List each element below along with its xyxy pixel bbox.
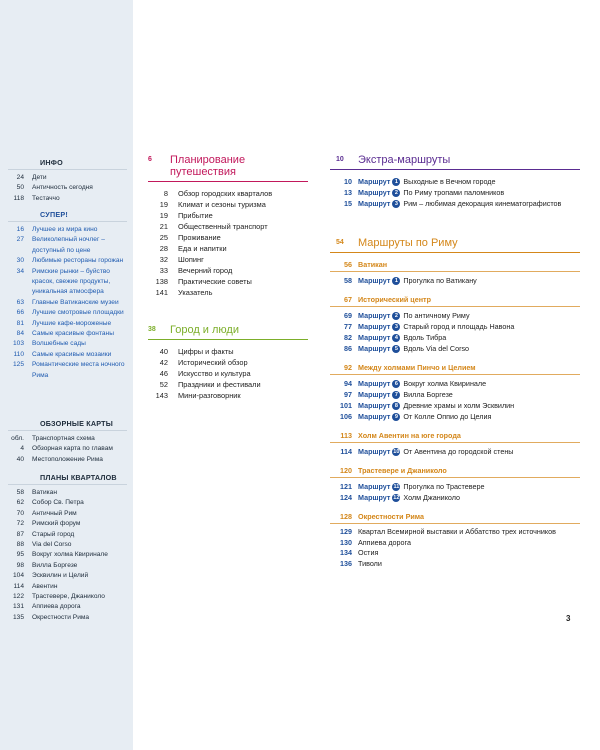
entry-title: Остия (358, 548, 379, 558)
entry-page-number: 95 (16, 551, 24, 559)
entry-title: Аппиева дорога (32, 603, 81, 611)
entry-title: Вокруг холма Квиринале (403, 379, 487, 389)
sidebar-entry (0, 319, 133, 329)
entry-title: Старый город (32, 530, 75, 538)
entry-page-number: 121 (340, 482, 352, 492)
entry-page-number: 28 (159, 244, 168, 254)
route-label: Маршрут (358, 199, 391, 209)
entry-title: Вилла Боргезе (403, 390, 453, 400)
group-title: Трастевере и Джаниколо (358, 466, 447, 476)
entry-page-number: 141 (155, 288, 168, 298)
entry-title: Вокруг холма Квиринале (32, 551, 108, 559)
entry-title: Рим – любимая декорация кинематографистов (403, 199, 562, 209)
section-divider (330, 252, 580, 253)
entry-page-number: 46 (159, 369, 168, 379)
route-entry (330, 378, 580, 389)
entry-page-number: 42 (159, 358, 168, 368)
route-entry (330, 400, 580, 411)
group-title: Исторический центр (358, 295, 431, 305)
sidebar-entry (0, 571, 133, 581)
entry-page-number: обл. (11, 435, 24, 442)
entry-title: Главные Ватиканские музеи (32, 298, 119, 306)
entry-page-number: 77 (344, 322, 352, 332)
entry-title: Римский форум (32, 520, 81, 528)
group-divider (330, 523, 580, 524)
route-number-badge: 7 (392, 391, 400, 399)
section-title: Город и люди (170, 324, 239, 336)
entry-page-number: 32 (159, 255, 168, 265)
route-number-badge: 2 (392, 312, 400, 320)
toc-entry (148, 346, 308, 357)
sidebar-entry (0, 540, 133, 550)
toc-entry (148, 368, 308, 379)
entry-page-number: 136 (340, 558, 352, 568)
toc-entry (148, 390, 308, 401)
sidebar-entry (0, 339, 133, 349)
entry-title: Практические советы (178, 277, 252, 287)
route-number-badge: 10 (393, 448, 400, 455)
entry-title: Самые красивые мозаики (32, 350, 112, 358)
entry-page-number: 114 (340, 447, 352, 457)
entry-title: Лучшее из мира кино (32, 226, 98, 233)
entry-page-number: 84 (16, 330, 24, 338)
section-page-number: 10 (336, 156, 344, 163)
entry-title: Еда и напитки (178, 244, 227, 254)
toc-entry (148, 232, 308, 243)
entry-page-number: 94 (344, 379, 352, 389)
entry-title: Ватикан (32, 489, 57, 496)
entry-title: Лучшие смотровые площадки (32, 309, 124, 317)
entry-page-number: 88 (16, 541, 24, 549)
entry-page-number: 87 (16, 530, 24, 538)
route-number-badge: 12 (393, 494, 400, 501)
entry-page-number: 19 (159, 211, 168, 221)
route-number-badge: 6 (392, 380, 400, 388)
group-divider (330, 306, 580, 307)
entry-title: Выходные в Вечном городе (403, 177, 496, 187)
entry-title: Волшебные сады (32, 340, 86, 348)
entry-title: Авентин (32, 582, 58, 590)
entry-title: Вилла Боргезе (32, 561, 78, 569)
page-number: 3 (566, 614, 571, 623)
route-number-badge: 3 (392, 323, 400, 331)
sidebar-entry (0, 225, 133, 235)
entry-page-number: 13 (344, 188, 352, 198)
extra-routes-section (330, 154, 580, 209)
sidebar-info-section (0, 156, 133, 204)
group-divider (330, 442, 580, 443)
entry-page-number: 50 (16, 184, 24, 192)
entry-title: Трастевере, Джаниколо (32, 593, 105, 601)
entry-page-number: 124 (340, 493, 352, 503)
route-entry (330, 389, 580, 400)
sidebar-entry (0, 256, 133, 266)
section-divider (148, 181, 308, 182)
entry-title: Вдоль Via del Corso (403, 344, 470, 354)
route-entry (330, 198, 580, 209)
sidebar-entry (0, 360, 133, 381)
sidebar-entry (0, 509, 133, 519)
entry-title: По Риму тропами паломников (403, 188, 505, 198)
city-section (148, 324, 308, 401)
group-page-number: 67 (344, 295, 352, 305)
entry-page-number: 125 (12, 361, 24, 369)
entry-title: Обзор городских кварталов (178, 189, 273, 199)
sidebar-entry (0, 455, 133, 465)
group-divider (330, 477, 580, 478)
group-page-number: 113 (340, 431, 352, 441)
entry-title: Прогулка по Ватикану (403, 276, 477, 286)
group-page-number: 120 (340, 466, 352, 476)
route-entry (330, 481, 580, 492)
entry-title: Окрестности Рима (32, 613, 90, 621)
group-divider (330, 374, 580, 375)
entry-title: Античный Рим (32, 509, 77, 517)
section-title: Маршруты по Риму (358, 237, 458, 249)
entry-page-number: 106 (340, 412, 352, 422)
sidebar-entry (0, 235, 133, 256)
entry-page-number: 69 (344, 311, 352, 321)
entry-title: Великолепный ночлег – доступный по цене (32, 236, 105, 254)
group-header (330, 430, 580, 441)
route-number-badge: 5 (392, 345, 400, 353)
sidebar-entry (0, 592, 133, 602)
sidebar-entry (0, 444, 133, 454)
entry-page-number: 62 (16, 499, 24, 507)
entry-title: От Авентина до городской стены (403, 447, 514, 457)
entry-page-number: 16 (16, 226, 24, 233)
sidebar-entry (0, 582, 133, 592)
toc-entry (148, 188, 308, 199)
entry-page-number: 118 (13, 194, 24, 202)
entry-title: Романтические места ночного Рима (32, 361, 125, 379)
toc-entry (148, 265, 308, 276)
entry-title: Цифры и факты (178, 347, 234, 357)
toc-entry (330, 538, 580, 549)
entry-page-number: 70 (16, 509, 24, 517)
route-number-badge: 11 (393, 483, 400, 490)
entry-title: Климат и сезоны туризма (178, 200, 266, 210)
sidebar-plans-section (0, 471, 133, 623)
section-page-number: 54 (336, 239, 344, 246)
entry-title: Древние храмы и холм Эсквилин (403, 401, 515, 411)
sidebar-section-title: ОБЗОРНЫЕ КАРТЫ (40, 419, 113, 428)
route-group (330, 294, 580, 354)
entry-page-number: 40 (159, 347, 168, 357)
entry-title: Общественный транспорт (178, 222, 268, 232)
toc-entry (148, 287, 308, 298)
entry-title: От Колле Оппио до Целия (403, 412, 492, 422)
entry-page-number: 82 (344, 333, 352, 343)
entry-title: Указатель (178, 288, 213, 298)
route-number-badge: 4 (392, 334, 400, 342)
entry-page-number: 104 (12, 572, 24, 580)
sidebar-super-section (0, 208, 133, 381)
sidebar-entry (0, 434, 133, 444)
route-number-badge: 2 (392, 189, 400, 197)
route-number-badge: 3 (392, 200, 400, 208)
entry-page-number: 15 (344, 199, 352, 209)
toc-entry (148, 199, 308, 210)
route-entry (330, 187, 580, 198)
sidebar-entry (0, 613, 133, 623)
entry-title: Аппиева дорога (358, 537, 411, 547)
sidebar-entry (0, 488, 133, 498)
group-title: Ватикан (358, 260, 388, 270)
sidebar-section-title: ПЛАНЫ КВАРТАЛОВ (40, 473, 117, 482)
section-divider (148, 339, 308, 340)
sidebar-entry (0, 308, 133, 318)
sidebar-entry (0, 350, 133, 360)
sidebar-entry (0, 550, 133, 560)
entry-page-number: 10 (344, 177, 352, 187)
entry-page-number: 40 (16, 455, 24, 463)
group-header (330, 294, 580, 305)
entry-page-number: 81 (16, 319, 24, 327)
entry-page-number: 129 (340, 527, 352, 537)
route-number-badge: 8 (392, 402, 400, 410)
section-title: Планирование (170, 154, 246, 166)
entry-title: Тиволи (358, 558, 382, 568)
route-label: Маршрут (358, 344, 391, 354)
entry-page-number: 130 (340, 537, 352, 547)
entry-page-number: 101 (340, 401, 352, 411)
entry-page-number: 143 (155, 391, 168, 401)
sidebar-maps-section (0, 417, 133, 465)
entry-page-number: 58 (16, 489, 24, 496)
toc-entry (148, 221, 308, 232)
route-group (330, 465, 580, 503)
entry-page-number: 122 (12, 593, 24, 601)
sidebar-entry (0, 530, 133, 540)
route-group (330, 430, 580, 457)
entry-title: Римские рынки – буйство красок, свежие продукты, уникальная атмосфера (32, 267, 111, 296)
route-group (330, 259, 580, 286)
sidebar-entry (0, 194, 133, 204)
route-label: Маршрут (358, 412, 391, 422)
sidebar-entry (0, 329, 133, 339)
group-page-number: 128 (340, 512, 352, 522)
planning-section (148, 154, 308, 298)
route-label: Маршрут (358, 322, 391, 332)
route-label: Маршрут (358, 276, 391, 286)
entry-page-number: 52 (159, 380, 168, 390)
entry-title: Лучшие кафе-мороженые (32, 319, 112, 327)
group-header (330, 465, 580, 476)
route-label: Маршрут (358, 390, 391, 400)
entry-title: Эсквилин и Целий (32, 572, 89, 580)
entry-title: Самые красивые фонтаны (32, 330, 114, 338)
route-entry (330, 411, 580, 422)
toc-entry (148, 210, 308, 221)
group-header (330, 362, 580, 373)
route-label: Маршрут (358, 447, 391, 457)
entry-title: Искусство и культура (178, 369, 251, 379)
sidebar-entry (0, 298, 133, 308)
sidebar-entry (0, 267, 133, 298)
route-entry (330, 275, 580, 286)
sidebar-section-title: ИНФО (40, 158, 63, 167)
entry-page-number: 98 (16, 561, 24, 569)
entry-title: Обзорная карта по главам (32, 445, 113, 453)
entry-page-number: 33 (159, 266, 168, 276)
route-label: Маршрут (358, 493, 391, 503)
route-entry (330, 321, 580, 332)
toc-entry (148, 379, 308, 390)
route-number-badge: 9 (392, 413, 400, 421)
route-group (330, 362, 580, 422)
route-entry (330, 343, 580, 354)
entry-title: Холм Джаниколо (403, 493, 461, 503)
group-title: Между холмами Пинчо и Целием (358, 363, 476, 373)
entry-title: Via del Corso (32, 541, 72, 549)
entry-page-number: 21 (159, 222, 168, 232)
entry-title: Транспортная схема (32, 435, 95, 442)
toc-entry (148, 357, 308, 368)
entry-page-number: 103 (12, 340, 24, 348)
sidebar-entry (0, 561, 133, 571)
route-label: Маршрут (358, 401, 391, 411)
section-title: путешествия (170, 166, 236, 178)
entry-page-number: 27 (16, 236, 24, 244)
group-title: Окрестности Рима (358, 512, 424, 522)
group-divider (330, 271, 580, 272)
route-label: Маршрут (358, 188, 391, 198)
entry-title: Дети (32, 174, 47, 181)
group-title: Холм Авентин на юге города (358, 431, 461, 441)
entry-title: Исторический обзор (178, 358, 248, 368)
sidebar-entry (0, 498, 133, 508)
divider (8, 430, 127, 431)
entry-title: Вечерний город (178, 266, 233, 276)
toc-entry (148, 243, 308, 254)
entry-title: Проживание (178, 233, 221, 243)
route-entry (330, 332, 580, 343)
entry-title: Любимые рестораны горожан (32, 257, 124, 265)
entry-title: По античному Риму (403, 311, 470, 321)
entry-page-number: 131 (12, 603, 24, 611)
route-number-badge: 1 (392, 277, 400, 285)
entry-title: Квартал Всемирной выставки и Аббатство трех источников (358, 527, 556, 537)
route-entry (330, 310, 580, 321)
entry-title: Прибытие (178, 211, 213, 221)
route-label: Маршрут (358, 311, 391, 321)
sidebar-entry (0, 602, 133, 612)
entry-page-number: 24 (16, 174, 24, 181)
entry-title: Античность сегодня (32, 184, 93, 192)
toc-entry (148, 276, 308, 287)
sidebar-entry (0, 519, 133, 529)
section-title: Экстра-маршруты (358, 154, 451, 166)
divider (8, 221, 127, 222)
entry-title: Старый город и площадь Навона (403, 322, 515, 332)
group-page-number: 92 (344, 363, 352, 373)
entry-title: Мини-разговорник (178, 391, 241, 401)
route-label: Маршрут (358, 379, 391, 389)
entry-page-number: 34 (16, 267, 24, 275)
route-label: Маршрут (358, 177, 391, 187)
entry-page-number: 110 (13, 350, 24, 358)
outskirts-group (330, 511, 580, 569)
route-number-badge: 1 (392, 178, 400, 186)
sidebar-entry (0, 173, 133, 183)
group-header (330, 259, 580, 270)
entry-page-number: 86 (344, 344, 352, 354)
entry-page-number: 19 (159, 200, 168, 210)
sidebar (0, 0, 133, 750)
route-entry (330, 492, 580, 503)
entry-page-number: 66 (16, 309, 24, 317)
entry-title: Шопинг (178, 255, 204, 265)
toc-entry (148, 254, 308, 265)
entry-page-number: 97 (344, 390, 352, 400)
toc-entry (330, 527, 580, 538)
toc-entry (330, 548, 580, 559)
routes-section (330, 237, 580, 569)
route-label: Маршрут (358, 482, 391, 492)
route-entry (330, 176, 580, 187)
divider (8, 169, 127, 170)
route-entry (330, 446, 580, 457)
entry-title: Собор Св. Петра (32, 499, 84, 507)
section-page-number: 6 (148, 156, 152, 163)
toc-entry (330, 559, 580, 570)
divider (8, 484, 127, 485)
entry-page-number: 8 (163, 189, 168, 199)
entry-page-number: 72 (16, 520, 24, 528)
sidebar-entry (0, 183, 133, 193)
group-page-number: 56 (344, 260, 352, 270)
entry-title: Вдоль Тибра (403, 333, 447, 343)
route-label: Маршрут (358, 333, 391, 343)
entry-page-number: 25 (159, 233, 168, 243)
entry-page-number: 134 (340, 548, 352, 558)
entry-page-number: 114 (13, 582, 24, 590)
entry-page-number: 138 (155, 277, 168, 287)
sidebar-section-title: СУПЕР! (40, 210, 68, 219)
entry-title: Тестаччо (32, 194, 60, 202)
section-divider (330, 169, 580, 170)
entry-page-number: 63 (16, 298, 24, 306)
section-page-number: 38 (148, 326, 156, 333)
entry-title: Праздники и фестивали (178, 380, 261, 390)
entry-page-number: 135 (12, 613, 24, 621)
entry-page-number: 30 (16, 257, 24, 265)
entry-title: Местоположение Рима (32, 455, 103, 463)
entry-page-number: 58 (344, 276, 352, 286)
entry-page-number: 4 (20, 445, 24, 453)
entry-title: Прогулка по Трастевере (403, 482, 485, 492)
